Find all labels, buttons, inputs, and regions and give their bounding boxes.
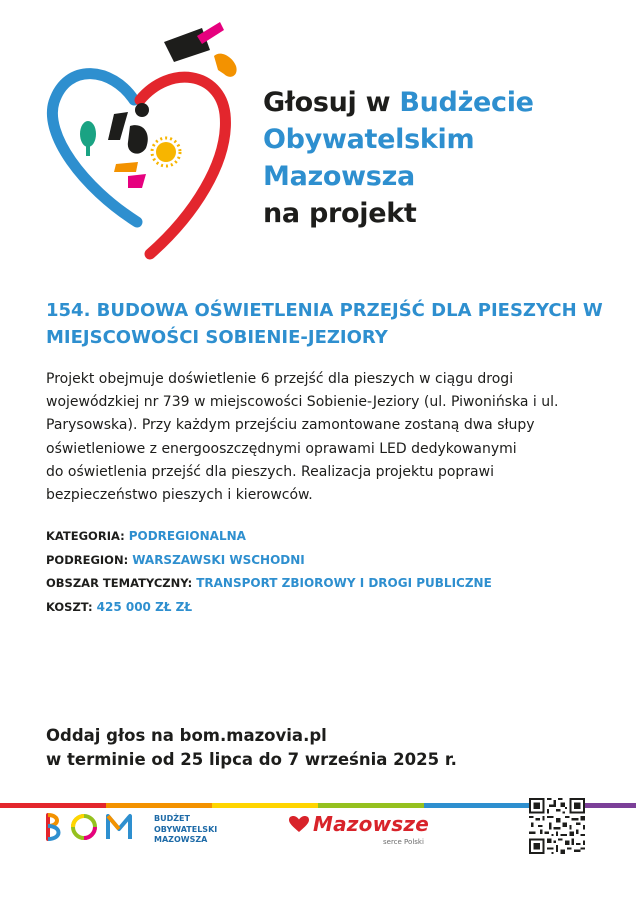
- description-line: Projekt obejmuje doświetlenie 6 przejść dla pieszych w ciągu drogi: [46, 371, 514, 387]
- description-line: Parysowska). Przy każdym przejściu zamontowane zostaną dwa słupy: [46, 417, 535, 434]
- headline-line1-blue: Budżecie: [399, 87, 534, 118]
- qr-code-icon: [529, 798, 585, 854]
- mazowsze-logo: [288, 812, 429, 846]
- meta-value: TRANSPORT ZBIOROWY I DROGI PUBLICZNE: [196, 576, 492, 590]
- headline-line4: na projekt: [263, 198, 417, 229]
- project-meta: [46, 528, 492, 622]
- description-line: oświetleniowe z energooszczędnymi oprawami LED dedykowanymi: [46, 440, 517, 457]
- headline-line2: Obywatelskim: [263, 124, 475, 155]
- meta-value: 425 000 ZŁ ZŁ: [96, 599, 193, 614]
- meta-value: WARSZAWSKI WSCHODNI: [132, 552, 305, 567]
- meta-key: PODREGION:: [46, 552, 129, 567]
- campaign-headline: [263, 84, 534, 232]
- bom-logo-icon: [44, 812, 148, 842]
- heart-icon: [288, 815, 310, 833]
- meta-key: KATEGORIA:: [46, 529, 125, 543]
- bom-text-line: OBYWATELSKI: [154, 824, 218, 834]
- vote-call-to-action: [46, 724, 457, 772]
- description-line: do oświetlenia przejść dla pieszych. Realizacja projektu poprawi: [46, 463, 494, 480]
- mazowsze-word: Mazowsze: [313, 812, 429, 836]
- description-line: bezpieczeństwo pieszych i kierowców.: [46, 487, 313, 504]
- headline-line3: Mazowsza: [263, 161, 415, 192]
- rainbow-stripe: [106, 803, 212, 808]
- budget-heart-logo: [42, 22, 252, 272]
- headline-line1-dark: Głosuj w: [263, 87, 391, 118]
- rainbow-stripe: [318, 803, 424, 808]
- rainbow-stripe: [424, 803, 530, 808]
- cta-line1: Oddaj głos na bom.mazovia.pl: [46, 726, 327, 745]
- project-description: [46, 368, 596, 507]
- bom-text-line: MAZOWSZA: [154, 835, 208, 844]
- meta-key: OBSZAR TEMATYCZNY:: [46, 576, 193, 590]
- mazowsze-tagline: serce Polski: [383, 838, 424, 846]
- meta-subregion: [46, 552, 492, 576]
- meta-key: KOSZT:: [46, 599, 93, 614]
- meta-category: [46, 528, 492, 552]
- rainbow-stripe: [212, 803, 318, 808]
- bom-logo-text: [154, 814, 217, 846]
- cta-line2: w terminie od 25 lipca do 7 września 2025 r.: [46, 750, 457, 769]
- rainbow-stripe: [0, 803, 106, 808]
- bom-text-line: BUDŻET: [154, 814, 190, 823]
- meta-thematic-area: [46, 575, 492, 599]
- description-line: wojewódzkiej nr 739 w miejscowości Sobienie-Jeziory (ul. Piwonińska i ul.: [46, 394, 559, 411]
- meta-cost: [46, 599, 492, 623]
- meta-value: PODREGIONALNA: [128, 529, 246, 543]
- project-title: 154. BUDOWA OŚWIETLENIA PRZEJŚĆ DLA PIESZYCH W MIEJSCOWOŚCI SOBIENIE-JEZIORY: [46, 300, 603, 348]
